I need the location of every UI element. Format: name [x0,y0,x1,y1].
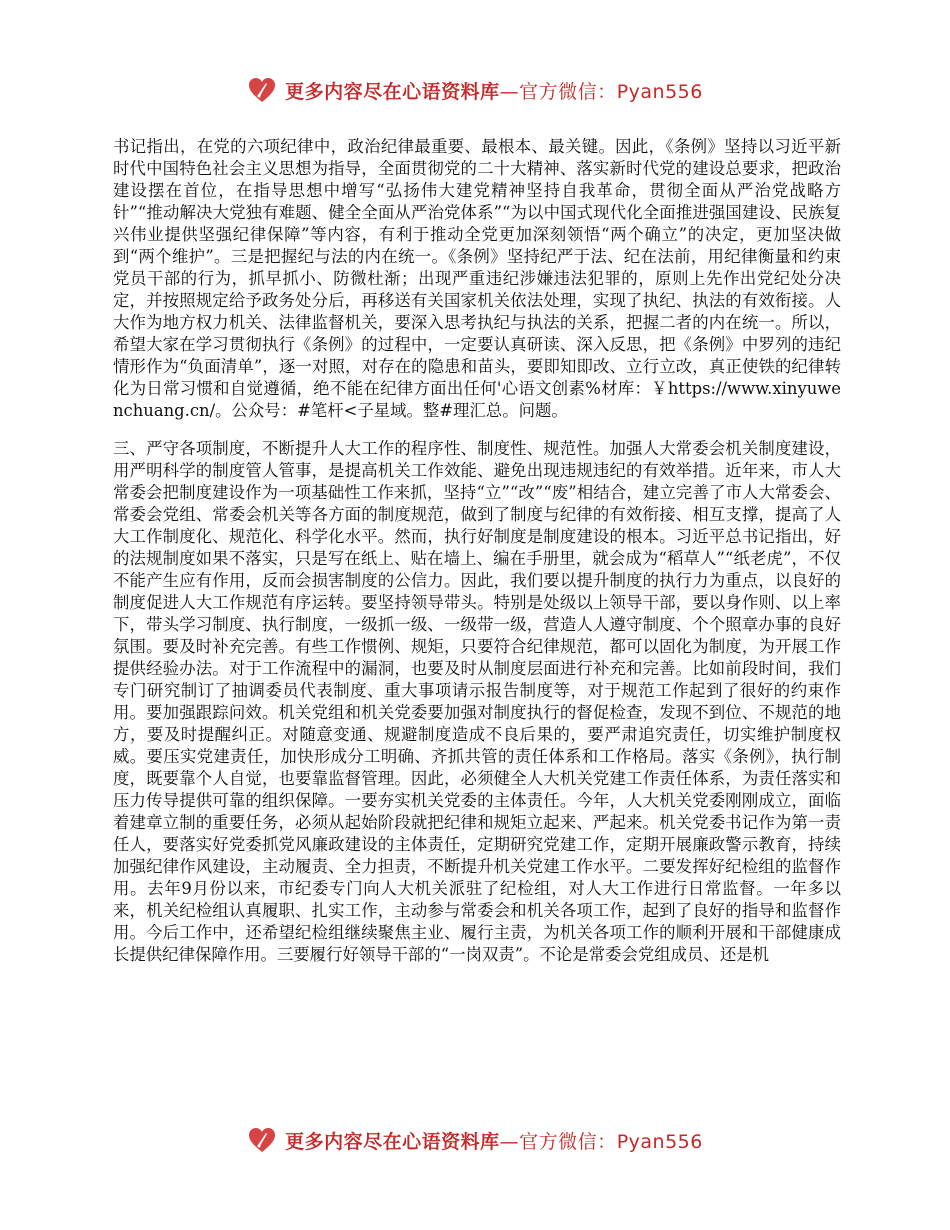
paragraph-1: 书记指出，在党的六项纪律中，政治纪律最重要、最根本、最关键。因此，《条例》坚持以习近平新时代中国特色社会主义思想为指导，全面贯彻党的二十大精神、落实新时代党的建设总要求，把政治建设摆在首位，在指导思想中增写“弘扬伟大建党精神坚持自我革命，贯彻全面从严治党战略方针”“推动解决大党独有难题、健全全面从严治党体系”“为以中国式现代化全面推进强国建设、民族复兴伟业提供坚强纪律保障”等内容，有利于推动全党更加深刻领悟“两个确立”的决定，更加坚决做到“两个维护”。三是把握纪与法的内在统一。《条例》坚持纪严于法、纪在法前，用纪律衡量和约束党员干部的行为，抓早抓小、防微杜渐；出现严重违纪涉嫌违法犯罪的，原则上先作出党纪处分决定，并按照规定给予政务处分后，再移送有关国家机关依法处理，实现了执纪、执法的有效衔接。人大作为地方权力机关、法律监督机关，要深入思考执纪与执法的关系，把握二者的内在统一。所以，希望大家在学习贯彻执行《条例》的过程中，一定要认真研读、深入反思，把《条例》中罗列的违纪情形作为“负面清单”，逐一对照，对存在的隐患和苗头，要即知即改、立行立改，真正使铁的纪律转化为日常习惯和自觉遵循，绝不能在纪律方面出任何'心语文创素%材库：￥https://www.xinyuwenchuang.cn/。公众号：#笔杆<子星域。整#理汇总。问题。 [113,137,841,420]
footer-separator: — [499,1130,520,1153]
footer-brand: 更多内容尽在心语资料库 [285,1130,500,1153]
heart-quill-logo-icon [247,1125,277,1155]
footer-wechat-account: Pyan556 [616,1130,703,1153]
footer-watermark-banner [0,1120,950,1160]
header-brand: 更多内容尽在心语资料库 [285,80,500,103]
header-wechat-label: 官方微信： [519,80,617,103]
footer-wechat-label: 官方微信： [519,1130,617,1153]
header-separator: — [499,80,520,103]
header-watermark-banner [0,70,950,110]
paragraph-2: 三、严守各项制度，不断提升人大工作的程序性、制度性、规范性。加强人大常委会机关制度建设，用严明科学的制度管人管事，是提高机关工作效能、避免出现违规违纪的有效举措。近年来，市人大常委会把制度建设作为一项基础性工作来抓，坚持“立”“改”“废”相结合，建立完善了市人大常委会、常委会党组、常委会机关等各方面的制度规范，做到了制度与纪律的有效衔接、相互支撑，提高了人大工作制度化、规范化、科学化水平。然而，执行好制度是制度建设的根本。习近平总书记指出，好的法规制度如果不落实，只是写在纸上、贴在墙上、编在手册里，就会成为“稻草人”“纸老虎”，不仅不能产生应有作用，反而会损害制度的公信力。因此，我们要以提升制度的执行力为重点，以良好的制度促进人大工作规范有序运转。要坚持领导带头。特别是处级以上领导干部，要以身作则、以上率下，带头学习制度、执行制度，一级抓一级、一级带一级，营造人人遵守制度、个个照章办事的良好氛围。要及时补充完善。有些工作惯例、规矩，只要符合纪律规范，都可以固化为制度，为开展工作提供经验办法。对于工作流程中的漏洞，也要及时从制度层面进行补充和完善。比如前段时间，我们专门研究制订了抽调委员代表制度、重大事项请示报告制度等，对于规范工作起到了很好的约束作用。要加强跟踪问效。机关党组和机关党委要加强对制度执行的督促检查，发现不到位、不规范的地方，要及时提醒纠正。对随意变通、规避制度造成不良后果的，要严肃追究责任，切实维护制度权威。要压实党建责任，加快形成分工明确、齐抓共管的责任体系和工作格局。落实《条例》，执行制度，既要靠个人自觉，也要靠监督管理。因此，必须健全人大机关党建工作责任体系，为责任落实和压力传导提供可靠的组织保障。一要夯实机关党委的主体责任。今年，人大机关党委刚刚成立，面临着建章立制的重要任务，必须从起始阶段就把纪律和规矩立起来、严起来。机关党委书记作为第一责任人，要落实好党委抓党风廉政建设的主体责任，定期研究党建工作，定期开展廉政警示教育，持续加强纪律作风建设，主动履责、全力担责，不断提升机关党建工作水平。二要发挥好纪检组的监督作用。去年9月份以来，市纪委专门向人大机关派驻了纪检组，对人大工作进行日常监督。一年多以来，机关纪检组认真履职、扎实工作，主动参与常委会和机关各项工作，起到了良好的指导和监督作用。今后工作中，还希望纪检组继续聚焦主业、履行主责，为机关各项工作的顺利开展和干部健康成长提供纪律保障作用。三要履行好领导干部的“一岗双责”。不论是常委会党组成员、还是机 [113,439,841,964]
header-banner-text [285,77,703,104]
header-wechat-account: Pyan556 [616,80,703,103]
document-body [113,136,841,982]
heart-quill-logo-icon [247,75,277,105]
footer-banner-text [285,1127,703,1154]
